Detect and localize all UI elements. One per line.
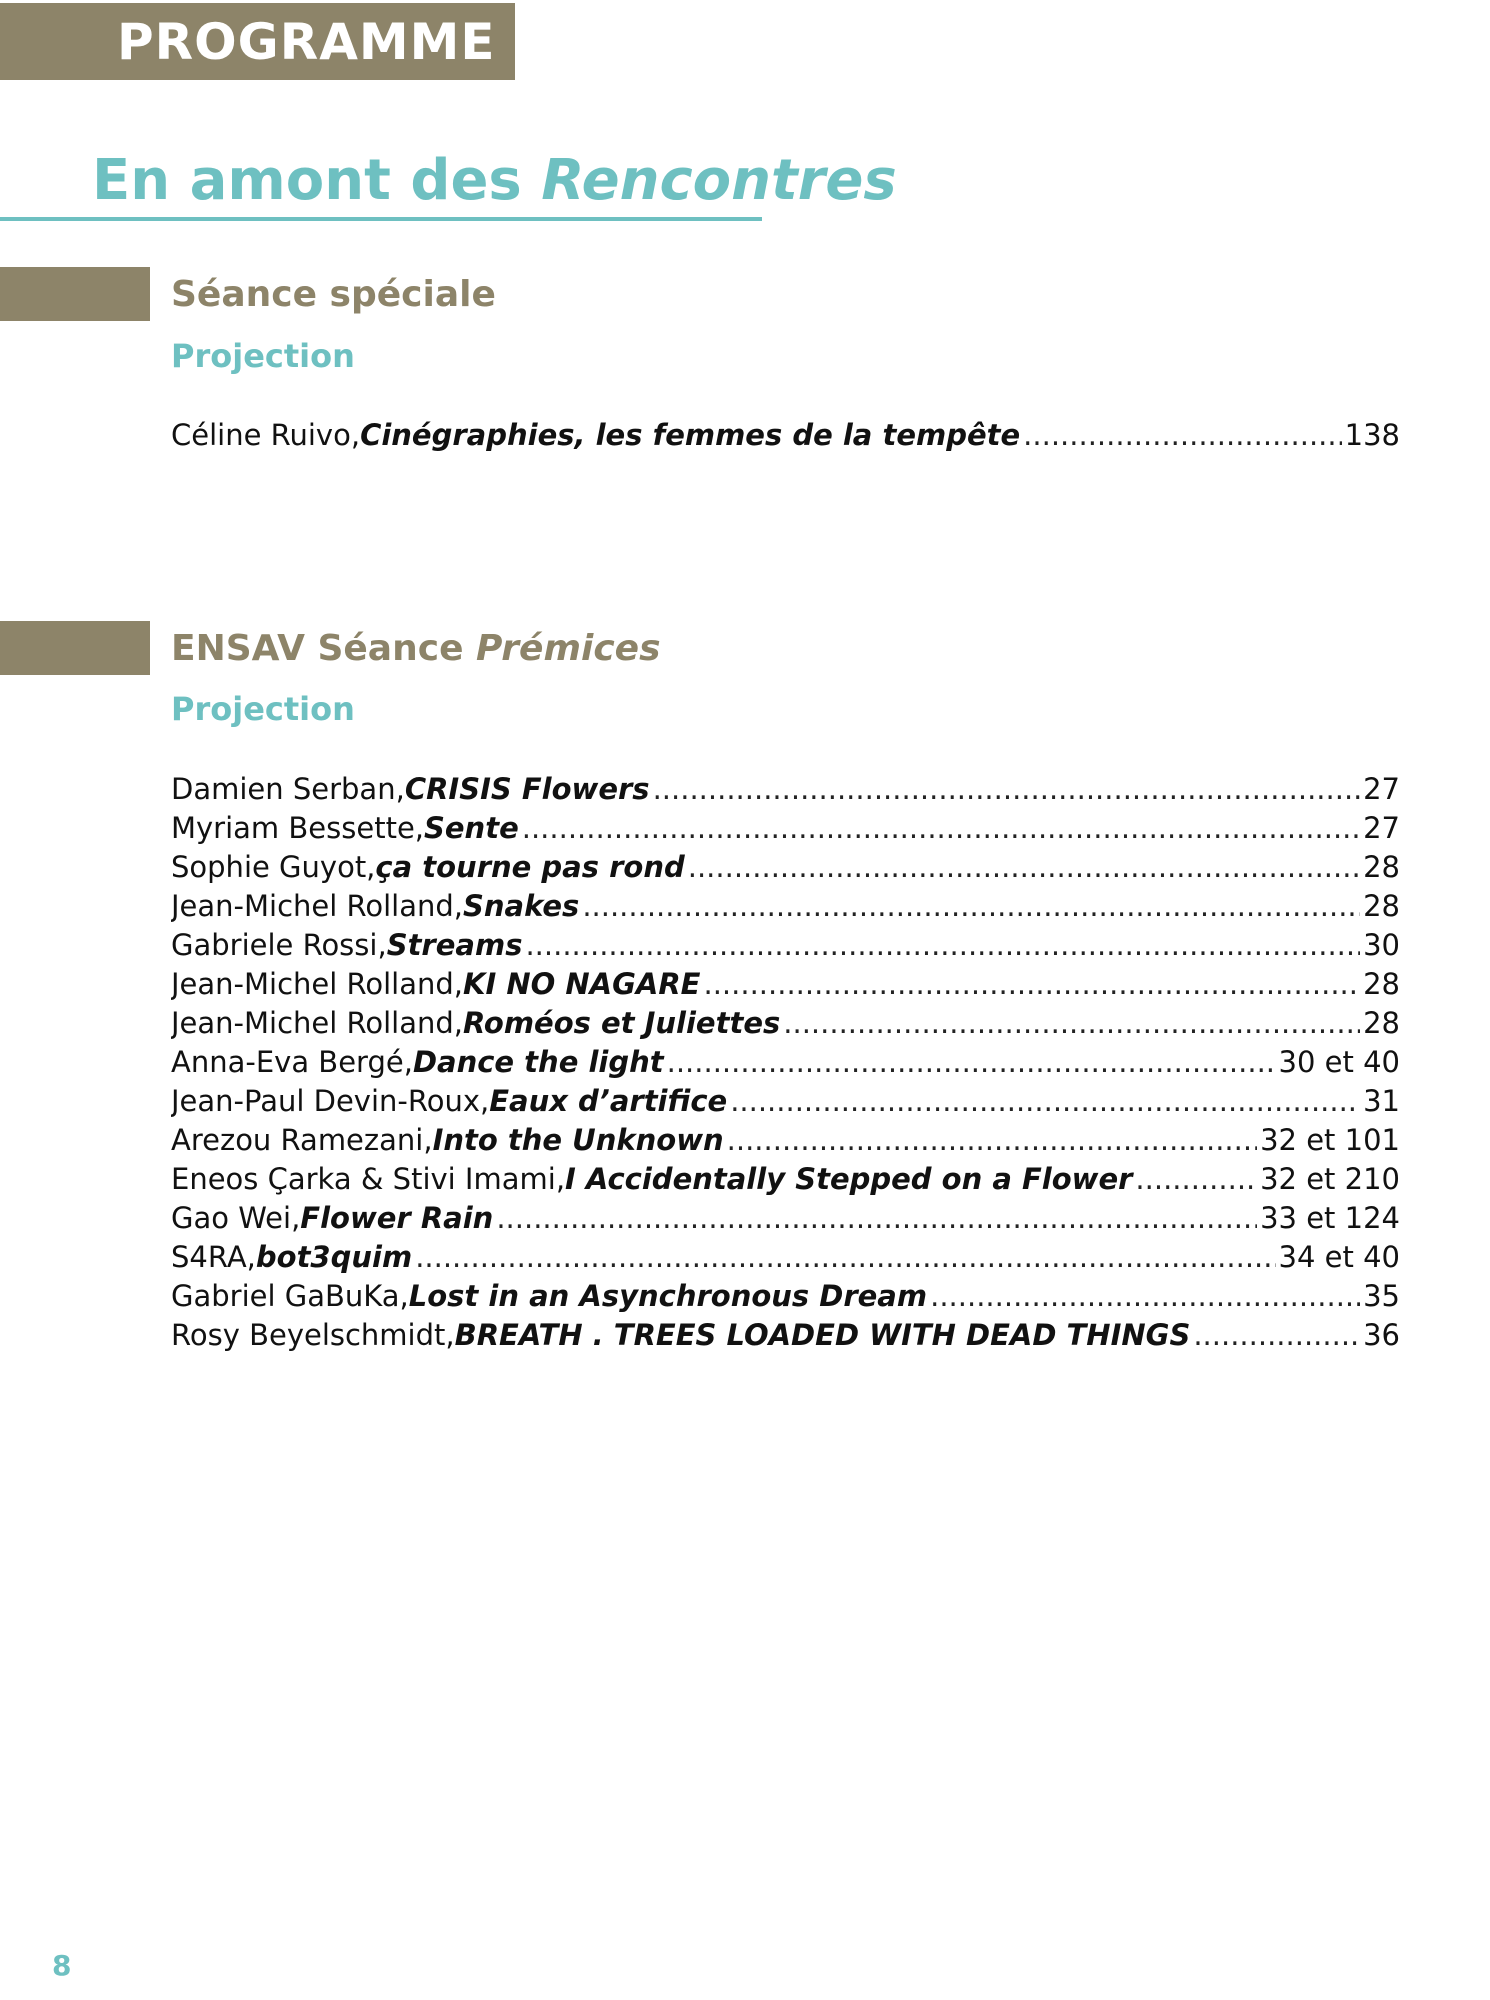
dot-leader bbox=[522, 811, 1360, 845]
dot-leader bbox=[653, 772, 1361, 806]
toc-entry bbox=[171, 928, 1400, 967]
entry-author: Sophie Guyot, bbox=[171, 850, 376, 884]
entry-work-title: Into the Unknown bbox=[432, 1123, 724, 1157]
dot-leader bbox=[727, 1123, 1257, 1157]
entry-author: Damien Serban, bbox=[171, 772, 405, 806]
group-marker-ensav-premices bbox=[0, 621, 150, 675]
dot-leader bbox=[667, 1045, 1276, 1079]
dot-leader bbox=[1135, 1162, 1257, 1196]
dot-leader bbox=[783, 1006, 1360, 1040]
toc-entry bbox=[171, 418, 1400, 457]
entry-work-title: CRISIS Flowers bbox=[404, 772, 650, 806]
dot-leader bbox=[582, 889, 1360, 923]
group-title-emphasis: Prémices bbox=[476, 628, 661, 669]
entry-author: S4RA, bbox=[171, 1240, 256, 1274]
entry-author: Myriam Bessette, bbox=[171, 811, 424, 845]
entry-author: Jean-Michel Rolland, bbox=[171, 1006, 464, 1040]
section-title-underline bbox=[0, 217, 762, 221]
toc-entry bbox=[171, 1006, 1400, 1045]
toc-entry bbox=[171, 1279, 1400, 1318]
entry-author: Arezou Ramezani, bbox=[171, 1123, 433, 1157]
toc-entry bbox=[171, 967, 1400, 1006]
entry-author: Eneos Çarka & Stivi Imami, bbox=[171, 1162, 566, 1196]
entry-page-ref: 30 bbox=[1363, 928, 1400, 962]
entry-work-title: Roméos et Juliettes bbox=[463, 1006, 781, 1040]
entry-author: Gabriel GaBuKa, bbox=[171, 1279, 409, 1313]
toc-entry bbox=[171, 1123, 1400, 1162]
entry-author: Rosy Beyelschmidt, bbox=[171, 1318, 455, 1352]
dot-leader bbox=[930, 1279, 1360, 1313]
entry-author: Jean-Michel Rolland, bbox=[171, 967, 464, 1001]
entry-page-ref: 36 bbox=[1363, 1318, 1400, 1352]
entry-author: Jean-Paul Devin-Roux, bbox=[171, 1084, 490, 1118]
dot-leader bbox=[496, 1201, 1257, 1235]
toc-entry bbox=[171, 850, 1400, 889]
entry-page-ref: 35 bbox=[1363, 1279, 1400, 1313]
section-title-emphasis: Rencontres bbox=[541, 148, 897, 213]
entry-work-title: Dance the light bbox=[412, 1045, 664, 1079]
section-title bbox=[92, 150, 897, 212]
toc-list-seance-speciale bbox=[171, 418, 1400, 457]
entry-page-ref: 27 bbox=[1363, 811, 1400, 845]
toc-entry bbox=[171, 1201, 1400, 1240]
dot-leader bbox=[688, 850, 1360, 884]
toc-entry bbox=[171, 1084, 1400, 1123]
entry-page-ref: 28 bbox=[1363, 850, 1400, 884]
entry-page-ref: 28 bbox=[1363, 967, 1400, 1001]
entry-work-title: bot3quim bbox=[255, 1240, 413, 1274]
entry-page-ref: 34 et 40 bbox=[1278, 1240, 1400, 1274]
entry-author: Céline Ruivo, bbox=[171, 418, 361, 452]
entry-page-ref: 32 et 101 bbox=[1260, 1123, 1400, 1157]
toc-entry bbox=[171, 1240, 1400, 1279]
entry-work-title: Cinégraphies, les femmes de la tempête bbox=[360, 418, 1021, 452]
toc-entry bbox=[171, 772, 1400, 811]
dot-leader bbox=[415, 1240, 1275, 1274]
group-title-seance-speciale: Séance spéciale bbox=[171, 274, 496, 315]
toc-entry bbox=[171, 811, 1400, 850]
entry-work-title: I Accidentally Stepped on a Flower bbox=[565, 1162, 1133, 1196]
entry-author: Gao Wei, bbox=[171, 1201, 301, 1235]
entry-work-title: BREATH . TREES LOADED WITH DEAD THINGS bbox=[454, 1318, 1191, 1352]
entry-work-title: Streams bbox=[386, 928, 523, 962]
section-title-prefix: En amont des bbox=[92, 148, 542, 213]
toc-list-ensav-premices bbox=[171, 772, 1400, 1357]
entry-work-title: Flower Rain bbox=[300, 1201, 494, 1235]
programme-header-band bbox=[0, 3, 515, 80]
group-marker-seance-speciale bbox=[0, 267, 150, 321]
entry-author: Gabriele Rossi, bbox=[171, 928, 387, 962]
entry-work-title: ça tourne pas rond bbox=[375, 850, 685, 884]
entry-page-ref: 30 et 40 bbox=[1278, 1045, 1400, 1079]
group-title-ensav-premices bbox=[171, 628, 661, 669]
entry-page-ref: 31 bbox=[1363, 1084, 1400, 1118]
entry-work-title: KI NO NAGARE bbox=[463, 967, 701, 1001]
dot-leader bbox=[1023, 418, 1341, 452]
dot-leader bbox=[704, 967, 1361, 1001]
dot-leader bbox=[525, 928, 1360, 962]
entry-page-ref: 33 et 124 bbox=[1260, 1201, 1400, 1235]
group-subtitle-projection: Projection bbox=[171, 337, 355, 375]
toc-entry bbox=[171, 889, 1400, 928]
entry-work-title: Eaux d’artifice bbox=[489, 1084, 728, 1118]
group-subtitle-projection: Projection bbox=[171, 690, 355, 728]
entry-page-ref: 32 et 210 bbox=[1260, 1162, 1400, 1196]
entry-page-ref: 138 bbox=[1344, 418, 1400, 452]
toc-entry bbox=[171, 1045, 1400, 1084]
entry-work-title: Lost in an Asynchronous Dream bbox=[408, 1279, 928, 1313]
entry-work-title: Sente bbox=[424, 811, 519, 845]
entry-page-ref: 28 bbox=[1363, 889, 1400, 923]
toc-entry bbox=[171, 1318, 1400, 1357]
group-title-prefix: ENSAV Séance bbox=[171, 628, 477, 669]
toc-entry bbox=[171, 1162, 1400, 1201]
entry-author: Anna-Eva Bergé, bbox=[171, 1045, 413, 1079]
entry-work-title: Snakes bbox=[463, 889, 580, 923]
entry-page-ref: 28 bbox=[1363, 1006, 1400, 1040]
dot-leader bbox=[730, 1084, 1360, 1118]
page-number: 8 bbox=[52, 1949, 72, 1982]
programme-label: PROGRAMME bbox=[117, 13, 496, 71]
entry-author: Jean-Michel Rolland, bbox=[171, 889, 464, 923]
dot-leader bbox=[1193, 1318, 1360, 1352]
entry-page-ref: 27 bbox=[1363, 772, 1400, 806]
